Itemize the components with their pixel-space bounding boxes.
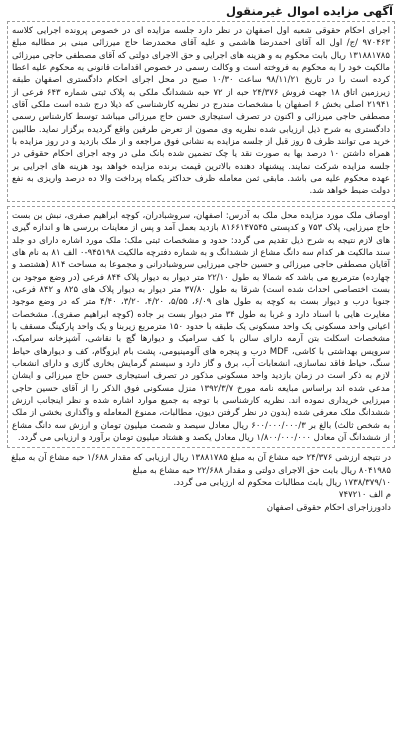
notice-title: آگهی مزایده اموال غیرمنقول [225, 4, 393, 18]
closing-section [7, 452, 395, 514]
property-description-paragraph: اوصاف ملک مورد مزایده محل ملک به آدرس: اصفهان، سروشبادران، کوچه ابراهیم صفری، نبش بن بست حاج میرزایی، پلاک ۷۵۳ و کدپستی ۸۱۶۶۱۴۷۵۴۵ بازدید بعمل آمد و پس از معاینات بررسی ها و اندازه گیری های لازم نتیجه به شرح ذیل تقدیم می گردد: حدود و مشخصات ثبتی ملک: ملک مورد اشاره دارای دو جلد سند مالکیت هر کدام سه دانگ مشاع از ششدانگ و به شماره دفترچه مالکیت ۹۴۵۱۹۸-۰ الف ۸۱ به نام های آقایان مصطفی حاجی میرزائی و حسین حاجی میرزایی سروشبادرانی و مجموعا به مساحت ۸۱۴ (هشتصد و چهارده) مترمربع می باشد که شمالا به طول ۲۲/۱۰ متر دیوار به دیوار پلاک ۸۴۴ فرعی (در وضع موجود بن بست اختصاصی احداث شده است) شرقا به طول ۳۷/۸۰ متر دیوار به دیوار پلاک های ۸۲۵ و ۸۴۲ فرعی، جنوبا درب و دیوار بست به کوچه به طول های ۶/۰۹، ۵/۵۵، ۴/۲۰، ۳/۲۰، ۴/۴۰ متر که در وضع موجود مغایرت هایی با اسناد دارد و غربا به طول ۳۴ متر دیوار بست بر جاده (کوچه ابراهیم صفری). مشخصات اعیانی واحد مسکونی یک واحد مسکونی یک طبقه با حدود ۱۵۰ مترمربع زیربنا و یک واحد پارکینگ مسقف با مشخصات اسکلت بتن آرمه دارای سالن با کف سرامیک و دیوارها گچ با نقاشی، آشپزخانه سرامیک، سرویس بهداشتی با کاشی، MDF درب و پنجره های آلومینیومی، پشت بام ایزوگام، کف و دیوارهای حیاط سنگ، حیاط فاقد نماسازی، انشعابات آب، برق و گاز دارد و سیستم گرمایش بخاری گازی و دارای انشعاب لازم به ذکر است در زمان بازدید واحد مسکونی مذکور در تصرف استیجاری حسن حاج میرزائی و ایشان مدعی شده اند براساس مبایعه نامه مورخ ۱۳۹۲/۳/۷ منزل مسکونی فوق الذکر را از آقای حسین حاجی میرزایی خریداری نموده اند. نظریه کارشناسی با توجه به جمیع موارد اشاره شده و نظر اینجانب ارزش ششدانگ ملک معرفی شده (بدون در نظر گرفتن دیون، مطالبات، ممنوع المعامله و واگذاری بخشی از ملک به شخص ثالث) بالغ بر ۶۰۰/۰۰۰/۰۰۰/۳ ریال معادل سیصد و شصت میلیون تومان و ارزش سه دانگ مشاع از ششدانگ آن معادل ۱/۸۰۰/۰۰۰/۰۰۰ ریال معادل یکصد و هشتاد میلیون تومان برآورد و ارزیابی می گردد. [12, 210, 391, 443]
claim-amount-line: ۱۷۳۸/۳۷۹/۱۰ ریال بابت مطالبات محکوم له ارزیابی می گردد. [173, 478, 391, 489]
valuation-summary-line: در نتیجه ارزشی ۲۴/۳۷۶ حبه مشاع آن به مبلغ ۱۳۸۸۱۷۸۵ ریال ارزیابی که مقدار ۱/۶۸۸ حبه مشاع آن به مبلغ ۸۰۴۱۹۸۵ ریال بابت حق الاجرای دولتی و مقدار ۲۲/۶۸۸ حبه مشاع به مبلغ [11, 453, 391, 476]
auction-details-paragraph: اجرای احکام حقوقی شعبه اول اصفهان در نظر دارد جلسه مزایده ای در خصوص پرونده اجرایی کلاسه ۹۷۰۴۶۳ /ج/ اول اله آقای احمدرضا هاشمی و علیه آقای محمدرضا حاج میرزائی مبنی بر مطالبه مبلغ ۱۳۱۸۸۱۷۸۵ ریال بابت محکوم به و هزینه های اجرایی و حق الاجرای دولتی که آقای مصطفی حاجی میرزائی مالکیت خود را به محکوم به فروخته است و وکالت رسمی در خصوص اقدامات قانونی به محکوم علیه اعطا کرده است را در تاریخ ۹۸/۱۱/۲۱ ساعت ۱۰/۳۰ صبح در محل اجرای احکام دادگستری اصفهان طبقه زیرزمین اتاق ۱۸ جهت فروش ۲۴/۳۷۶ حبه از ۷۲ حبه ششدانگ ملکی به پلاک ثبتی شماره ۶۴۳ فرعی از ۲۱۹۴۱ اصلی بخش ۶ اصفهان با مشخصات مندرج در نظریه کارشناسی که ذیلا درج شده است ملکی آقای مصطفی حاجی میرزائی و اکنون در تصرف استیجاری حسن حاج میرزائی میباشد توسط کارشناس رسمی دادگستری به شرح ذیل ارزیابی شده نظریه وی مصون از تعرض طرفین واقع گردیده برگزار نماید. طالبین خرید می توانند ظرف ۵ روز قبل از جلسه مزایده به نشانی فوق مراجعه و از ملک بازدید و در روز مزایده با همراه داشتن ۱۰ درصد بها به صورت نقد یا چک تضمین شده بانک ملی در وجه اجرای احکام حقوقی در جلسه مزایده شرکت نمایند. پیشنهاد دهنده بالاترین قیمت برنده مزایده خواهد بود هزینه های اجرایی بر عهده محکوم علیه می باشد. مابقی ثمن معامله ظرف حداکثر یکماه پرداخت والا ده درصد واریزی به نفع دولت ضبط خواهد شد. [12, 26, 391, 197]
auction-details-block [7, 21, 395, 202]
signature-line: دادورزاجرای احکام حقوقی اصفهان [266, 502, 391, 513]
property-description-block [7, 206, 395, 449]
reference-number: م الف ۷۴۷۲۱۰ [338, 490, 391, 501]
